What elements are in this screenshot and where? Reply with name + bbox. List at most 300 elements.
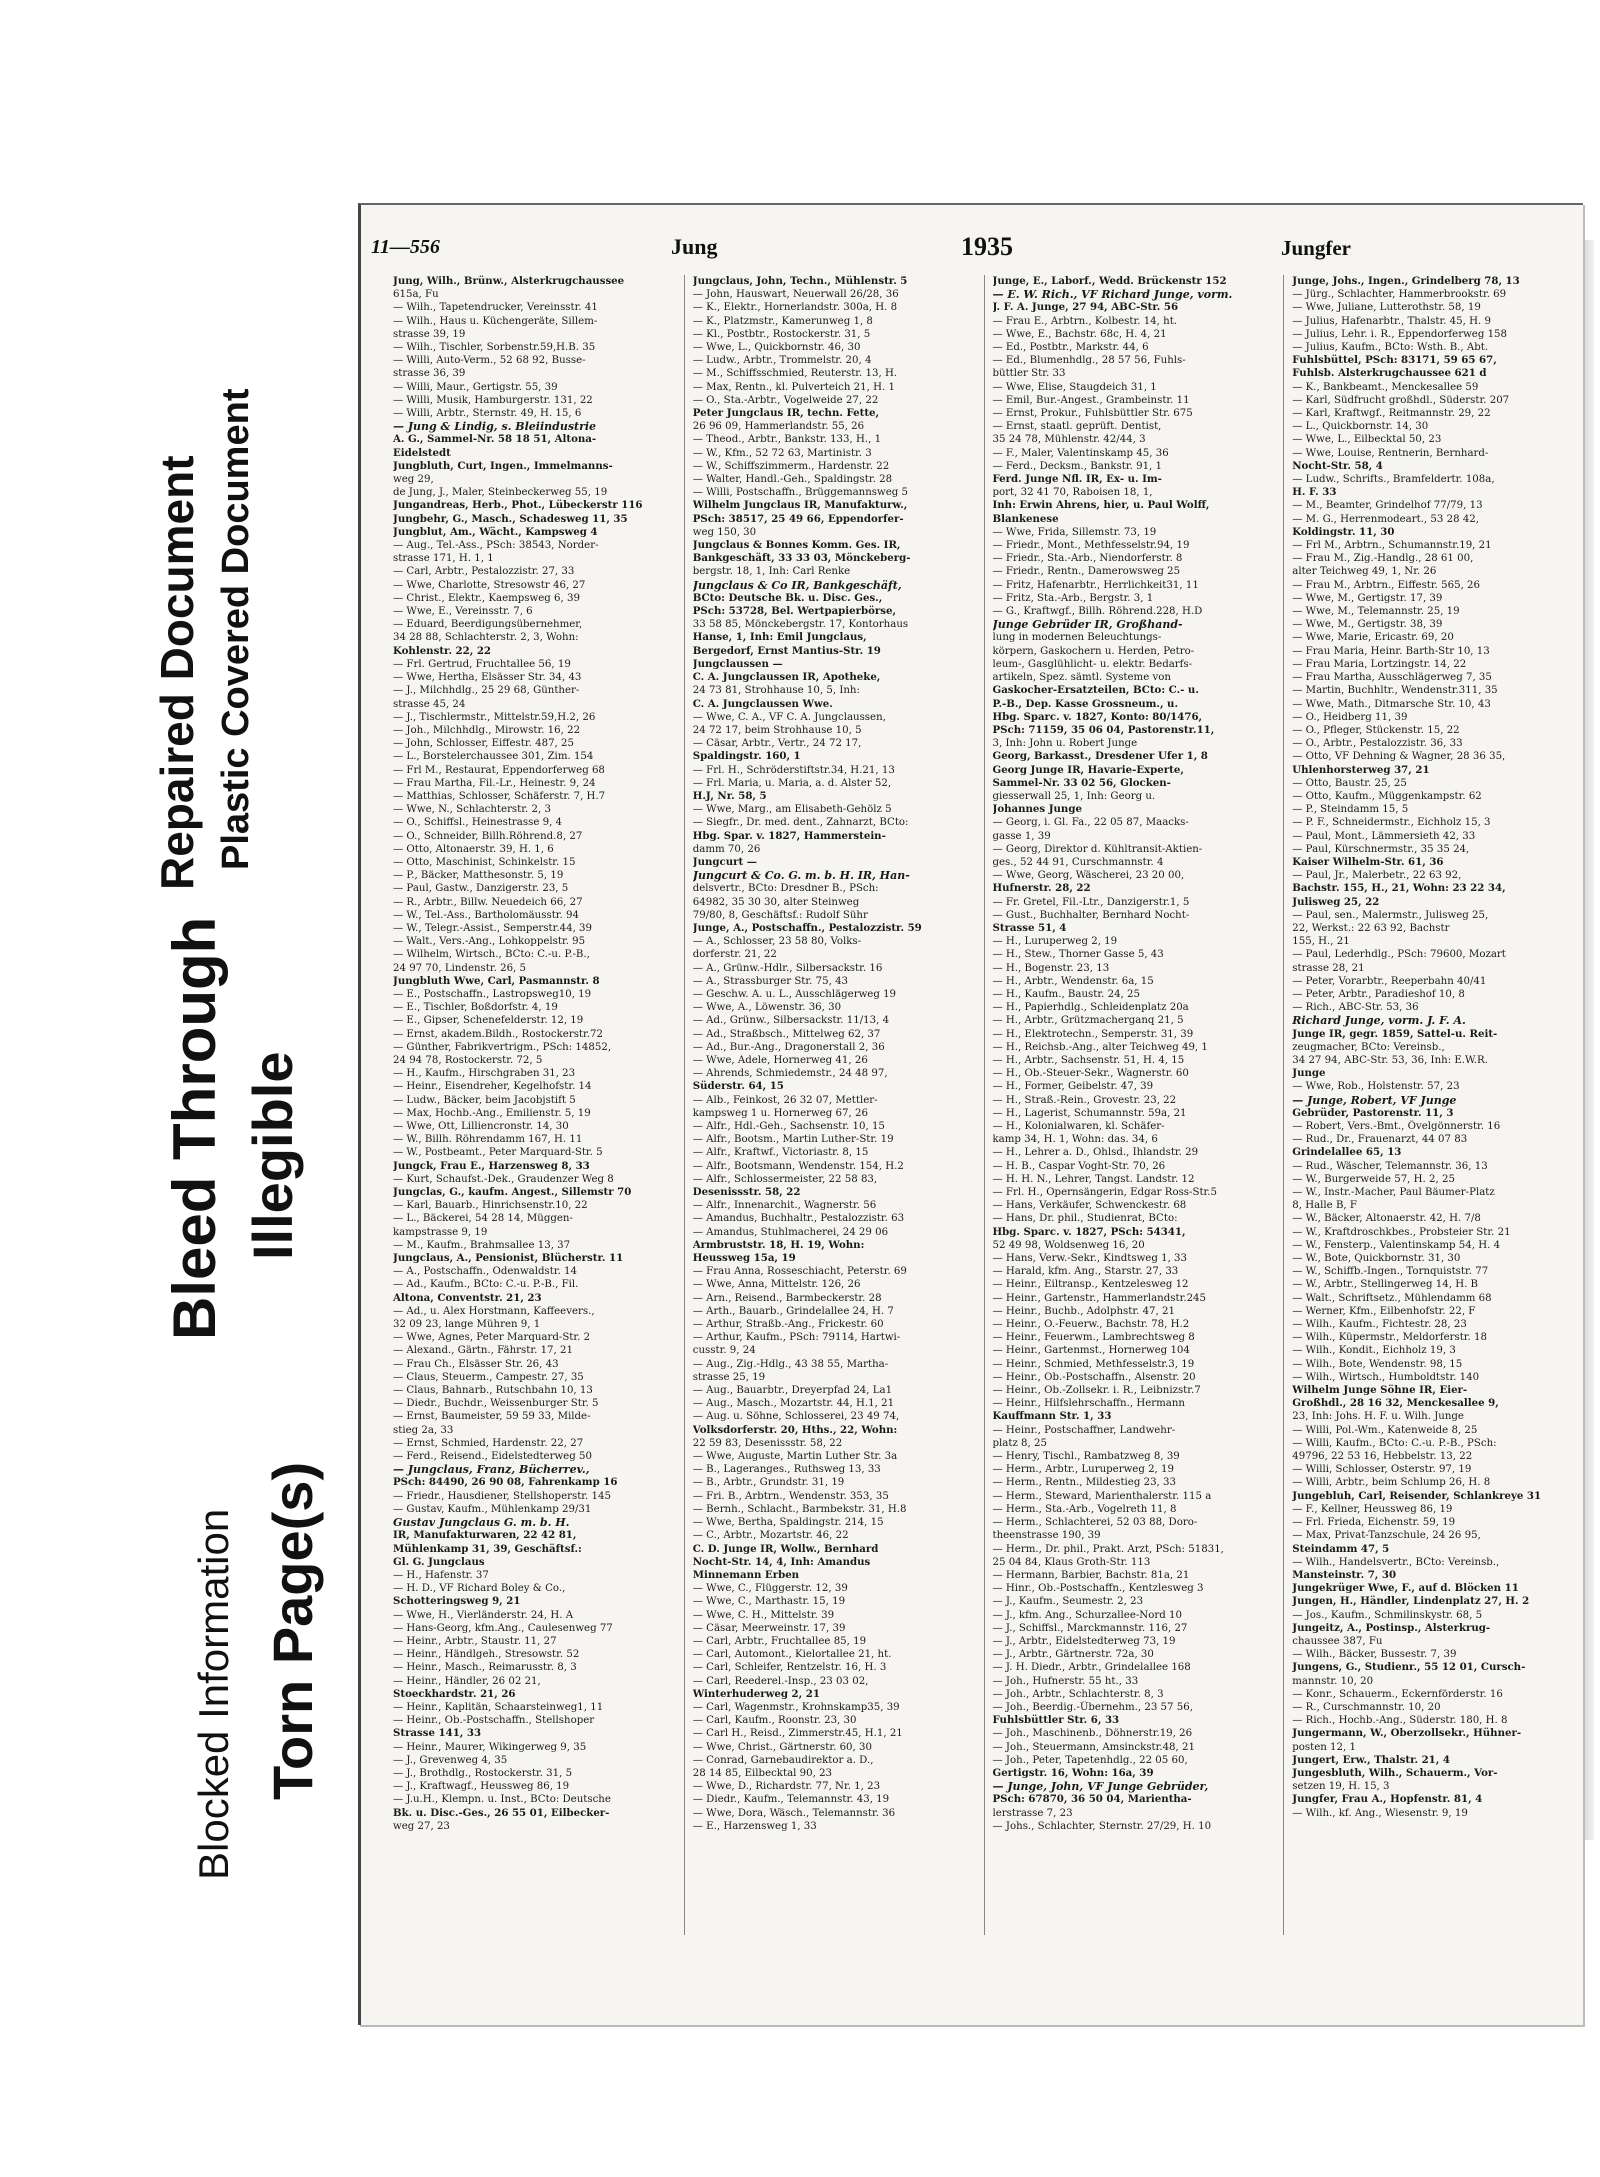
directory-entry: Bankgeschäft, 33 33 03, Mönckeberg- — [692, 552, 911, 565]
scanned-page — [358, 203, 1583, 2025]
directory-entry: — Julius, Lehr. i. R., Eppendorferweg 158 — [1292, 328, 1508, 340]
directory-entry: — Otto, Maschinist, Schinkelstr. 15 — [393, 856, 576, 868]
directory-entry: — Wwe, Dora, Wäsch., Telemannstr. 36 — [692, 1807, 896, 1819]
directory-entry: 22, Werkst.: 22 63 92, Bachstr — [1292, 922, 1450, 934]
directory-entry: Armbruststr. 18, H. 19, Wohn: — [692, 1238, 865, 1251]
directory-entry: 52 49 98, Woldsenweg 16, 20 — [992, 1239, 1145, 1251]
directory-entry: — Hermann, Barbier, Bachstr. 81a, 21 — [992, 1569, 1190, 1581]
directory-entry: — Herm., Sta.-Arb., Vogelreth 11, 8 — [992, 1503, 1177, 1515]
directory-entry: — H., Luruperweg 2, 19 — [992, 936, 1118, 948]
directory-entry: — M., Schiffsschmied, Reuterstr. 13, H. — [692, 368, 898, 380]
directory-entry: — Frau Maria, Heinr. Barth-Str 10, 13 — [1292, 645, 1490, 657]
header-right-word: Jungfer — [1281, 236, 1351, 260]
directory-entry: — Wwe, C. H., Mittelstr. 39 — [692, 1609, 835, 1621]
directory-entry: Kaiser Wilhelm-Str. 61, 36 — [1292, 855, 1444, 868]
directory-entry: — Carl, Schleifer, Rentzelstr. 16, H. 3 — [692, 1662, 887, 1674]
directory-entry: Sammel-Nr. 33 02 56, Glocken- — [992, 776, 1171, 789]
directory-entry: — W., Bäcker, Altonaerstr. 42, H. 7/8 — [1292, 1213, 1481, 1225]
directory-entry: — H., Bogenstr. 23, 13 — [992, 962, 1110, 974]
directory-entry: — Frau Anna, Rosseschiacht, Peterstr. 69 — [692, 1266, 907, 1278]
label-blocked-information: Blocked Information — [190, 1508, 237, 1880]
directory-entry: — Peter, Vorarbtr., Reeperbahn 40/41 — [1292, 975, 1487, 987]
directory-entry: — Max, Rentn., kl. Pulverteich 21, H. 1 — [692, 381, 895, 393]
directory-entry: Stoeckhardstr. 21, 26 — [393, 1687, 516, 1700]
directory-entry: — O., Schiffsl., Heinestrasse 9, 4 — [393, 817, 563, 829]
directory-entry: Jungfer, Frau A., Hopfenstr. 81, 4 — [1292, 1793, 1483, 1806]
directory-entry: — A., Strassburger Str. 75, 43 — [692, 975, 849, 987]
directory-entry: — Julius, Hafenarbtr., Thalstr. 45, H. 9 — [1292, 315, 1491, 327]
directory-entry: — Wwe, Elise, Staugdeich 31, 1 — [992, 381, 1157, 393]
directory-entry: delsvertr., BCto: Dresdner B., PSch: — [692, 883, 879, 895]
directory-entry: — Heinr., Arbtr., Staustr. 11, 27 — [393, 1635, 557, 1647]
directory-entry: — H., Papierhdlg., Schleidenplatz 20a — [992, 1002, 1189, 1014]
directory-entry: — Fri. B., Arbtrn., Wendenstr. 353, 35 — [692, 1490, 889, 1502]
directory-entry: — Ludw., Schrifts., Bramfeldertr. 108a, — [1292, 474, 1495, 486]
directory-entry: — Willi, Schlosser, Osterstr. 97, 19 — [1292, 1464, 1472, 1476]
directory-entry: Desenissstr. 58, 22 — [692, 1186, 801, 1199]
directory-entry: — Wilh., Wirtsch., Humboldtstr. 140 — [1292, 1371, 1480, 1383]
directory-entry: 34 28 88, Schlachterstr. 2, 3, Wohn: — [393, 632, 579, 644]
directory-entry: Nocht-Str. 58, 4 — [1292, 459, 1383, 472]
directory-entry: — Joh., Peter, Tapetenhdlg., 22 05 60, — [992, 1754, 1188, 1766]
directory-entry: — Wilh., Handelsvertr., BCto: Vereinsb., — [1292, 1556, 1500, 1568]
directory-entry: theenstrasse 190, 39 — [992, 1530, 1101, 1542]
directory-entry: — Christ., Elektr., Kaempsweg 6, 39 — [393, 592, 580, 604]
page-number: 11—556 — [371, 236, 440, 258]
directory-entry: stieg 2a, 33 — [393, 1424, 454, 1436]
directory-entry: — Frau Martha, Ausschlägerweg 7, 35 — [1292, 672, 1492, 684]
directory-entry: zeugmacher, BCto: Vereinsb., — [1292, 1041, 1445, 1053]
directory-entry: 22 59 83, Desenissstr. 58, 22 — [692, 1437, 843, 1449]
directory-entry: — Siegfr., Dr. med. dent., Zahnarzt, BCto: — [692, 817, 909, 829]
directory-entry: — Wwe, Auguste, Martin Luther Str. 3a — [692, 1451, 898, 1463]
directory-entry: Jungermann, W., Oberzollsekr., Hühner- — [1292, 1727, 1522, 1740]
directory-entry: — Carl, Wagenmstr., Krohnskamp35, 39 — [692, 1701, 900, 1713]
header-year: 1935 — [961, 232, 1013, 261]
directory-entry: — Alexand., Gärtn., Fährstr. 17, 21 — [393, 1345, 573, 1357]
directory-entry: — Wilh., Bote, Wendenstr. 98, 15 — [1292, 1358, 1463, 1370]
directory-entry: — Willi, Arbtr., beim Schlump 26, H. 8 — [1292, 1477, 1491, 1489]
directory-entry: — Henry, Tischl., Rambatzweg 8, 39 — [992, 1451, 1180, 1463]
directory-entry: — Julius, Kaufm., BCto: Wsth. B., Abt. — [1292, 342, 1489, 354]
directory-entry: — Heinr., Kaplitän, Schaarsteinweg1, 11 — [393, 1701, 604, 1713]
directory-entry: — Frau Maria, Lortzingstr. 14, 22 — [1292, 658, 1467, 670]
directory-entry: — Paul, Kürschnermstr., 35 35 24, — [1292, 843, 1470, 855]
directory-entry: — J., Grevenweg 4, 35 — [393, 1754, 508, 1766]
directory-entry: — Junge, John, VF Junge Gebrüder, — [992, 1780, 1209, 1794]
directory-entry: — Heinr., Masch., Reimarusstr. 8, 3 — [393, 1662, 577, 1674]
directory-entry: 35 24 78, Mühlenstr. 42/44, 3 — [992, 434, 1146, 446]
directory-entry: — Frl M., Arbtrn., Schumannstr.19, 21 — [1292, 540, 1492, 552]
directory-entry: — Wilh., Kaufm., Fichtestr. 28, 23 — [1292, 1319, 1467, 1331]
directory-entry: büttler Str. 33 — [992, 368, 1066, 380]
directory-entry: — Conrad, Garnebaudirektor a. D., — [692, 1754, 874, 1766]
directory-entry: — Ernst, Prokur., Fuhlsbüttler Str. 675 — [992, 408, 1193, 420]
directory-entry: Altona, Conventstr. 21, 23 — [393, 1291, 542, 1304]
directory-entry: Süderstr. 64, 15 — [692, 1080, 784, 1093]
directory-entry: Blankenese — [992, 512, 1059, 525]
directory-entry: chaussee 387, Fu — [1292, 1635, 1383, 1647]
directory-entry: — Diedr., Buchdr., Weissenburger Str. 5 — [393, 1398, 599, 1410]
directory-entry: — Emil, Bur.-Angest., Grambeinstr. 11 — [992, 394, 1190, 406]
directory-entry: — Wwe, C., Flüggerstr. 12, 39 — [692, 1583, 848, 1595]
header-left-word: Jung — [671, 234, 718, 259]
directory-entry: damm 70, 26 — [692, 843, 761, 855]
directory-entry: Junge, A., Postschaffn., Pestalozzistr. 59 — [692, 921, 922, 934]
directory-entry: — H., Ob.-Steuer-Sekr., Wagnerstr. 60 — [992, 1068, 1189, 1080]
directory-entry: — Matthias, Schlosser, Schäferstr. 7, H.7 — [393, 790, 606, 802]
directory-entry: J. F. A. Junge, 27 94, ABC-Str. 56 — [992, 301, 1179, 314]
directory-entry: — Arthur, Kaufm., PSch: 79114, Hartwi- — [692, 1332, 901, 1344]
directory-entry: strasse 25, 19 — [692, 1371, 766, 1383]
directory-entry: — Frau M., Zig.-Handlg., 28 61 00, — [1292, 553, 1474, 565]
directory-entry: — A., Postschaffn., Odenwaldstr. 14 — [393, 1266, 578, 1278]
directory-entry: — Alfr., Kraftwf., Victoriastr. 8, 15 — [692, 1147, 869, 1159]
directory-entry: — Friedr., Sta.-Arb., Niendorferstr. 8 — [992, 553, 1183, 565]
directory-entry: Jungcurt & Co. G. m. b. H. IR, Han- — [692, 869, 910, 883]
directory-entry: Fuhlsbüttel, PSch: 83171, 59 65 67, — [1292, 354, 1497, 367]
directory-entry: — Aug. u. Söhne, Schlosserei, 23 49 74, — [692, 1411, 900, 1423]
directory-entry: — Alb., Feinkost, 26 32 07, Mettler- — [692, 1094, 878, 1106]
directory-entry: A. G., Sammel-Nr. 58 18 51, Altona- — [393, 433, 597, 446]
directory-entry: — A., Grünw.-Hdlr., Silbersackstr. 16 — [692, 962, 883, 974]
directory-entry: — Max, Privat-Tanzschule, 24 26 95, — [1292, 1530, 1481, 1542]
directory-entry: — Wwe, L., Quickbornstr. 46, 30 — [692, 342, 861, 354]
directory-entry: — Heinr., Schmied, Methfesselstr.3, 19 — [992, 1358, 1195, 1370]
directory-entry: — Rud., Dr., Frauenarzt, 44 07 83 — [1292, 1134, 1468, 1146]
directory-entry: — W., Schiffb.-Ingen., Tornquiststr. 77 — [1292, 1266, 1489, 1278]
directory-entry: C. A. Jungclaussen IR, Apotheke, — [692, 671, 881, 684]
directory-entry: — Frau Martha, Fil.-Lr., Heinestr. 9, 24 — [393, 777, 596, 789]
directory-entry: — Wilh., Tapetendrucker, Vereinsstr. 41 — [393, 302, 598, 314]
directory-entry: — E., Postschaffn., Lastropsweg10, 19 — [393, 988, 592, 1000]
directory-entry: Großhdl., 28 16 32, Menckesallee 9, — [1292, 1397, 1499, 1410]
directory-entry: — Joh., Milchhdlg., Mirowstr. 16, 22 — [393, 724, 581, 736]
directory-entry: — Hans, Dr. phil., Studienrat, BCto: — [992, 1213, 1178, 1225]
directory-entry: — G., Kraftwgf., Billh. Röhrend.228, H.D — [992, 606, 1203, 618]
directory-entry: port, 32 41 70, Raboisen 18, 1, — [992, 487, 1153, 499]
directory-entry: Fuhlsb. Alsterkrugchaussee 621 d — [1292, 367, 1487, 380]
directory-entry: — Paul, Jr., Malerbetr., 22 63 92, — [1292, 870, 1462, 882]
directory-entry: — Kurt, Schaufst.-Dek., Graudenzer Weg 8 — [393, 1173, 614, 1185]
directory-entry: — Hinr., Ob.-Postschaffn., Kentzlesweg 3 — [992, 1583, 1204, 1595]
directory-entry: — P. F., Schneidermstr., Eichholz 15, 3 — [1292, 817, 1491, 829]
directory-entry: — Kl., Postbtr., Rostockerstr. 31, 5 — [692, 328, 871, 340]
directory-entry: — Claus, Bahnarb., Rutschbahn 10, 13 — [393, 1385, 593, 1397]
directory-entry: — Carl, Kaufm., Roonstr. 23, 30 — [692, 1715, 857, 1727]
directory-entry: — Wwe, A., Löwenstr. 36, 30 — [692, 1002, 842, 1014]
directory-entry: — Ferd., Reisend., Eidelstedterweg 50 — [393, 1451, 592, 1463]
directory-entry: — H., Hafenstr. 37 — [393, 1569, 489, 1581]
directory-entry: — L., Quickbornstr. 14, 30 — [1292, 421, 1429, 433]
directory-entry: — Heinr., Hilfslehrschaffn., Hermann — [992, 1398, 1185, 1410]
directory-entry: 24 97 70, Lindenstr. 26, 5 — [393, 962, 527, 974]
directory-entry: setzen 19, H. 15, 3 — [1292, 1781, 1390, 1793]
directory-entry: artikeln, Spez. sämtl. Systeme von — [992, 672, 1171, 684]
directory-entry: — Wwe, Rob., Holstenstr. 57, 23 — [1292, 1081, 1460, 1093]
directory-entry: — J., Kaufm., Seumestr. 2, 23 — [992, 1596, 1144, 1608]
directory-entry: Jungclaus & Bonnes Komm. Ges. IR, — [692, 539, 901, 552]
directory-entry: — Wwe, Anna, Mittelstr. 126, 26 — [692, 1279, 861, 1291]
directory-entry: — Bernh., Schlacht., Barmbekstr. 31, H.8 — [692, 1503, 907, 1515]
directory-entry: — Friedr., Hausdiener, Stellshoperstr. 145 — [393, 1490, 611, 1502]
directory-entry: — Wwe, Christ., Gärtnerstr. 60, 30 — [692, 1741, 872, 1753]
directory-entry: PSch: 84490, 26 90 08, Fahrenkamp 16 — [393, 1476, 618, 1489]
directory-entry: — Hans, Verw.-Sekr., Kindtsweg 1, 33 — [992, 1253, 1188, 1265]
directory-entry: kamp 34, H. 1, Wohn: das. 34, 6 — [992, 1134, 1158, 1146]
directory-entry: — Ludw., Arbtr., Trommelstr. 20, 4 — [692, 355, 872, 367]
directory-entry: Jungesbluth, Wilh., Schauerm., Vor- — [1292, 1766, 1498, 1779]
directory-entry: — Ed., Postbtr., Markstr. 44, 6 — [992, 342, 1149, 354]
directory-entry: Fuhlsbüttler Str. 6, 33 — [992, 1714, 1120, 1727]
directory-entry: Minnemann Erben — [692, 1568, 800, 1581]
directory-entry: — M., Beamter, Grindelhof 77/79, 13 — [1292, 500, 1483, 512]
directory-entry: — Wwe, M., Gertigstr. 38, 39 — [1292, 619, 1443, 631]
directory-entry: 34 27 94, ABC-Str. 53, 36, Inh: E.W.R. — [1292, 1054, 1488, 1066]
directory-entry: 49796, 22 53 16, Hebbelstr. 13, 22 — [1292, 1451, 1473, 1463]
directory-entry: — Alfr., Innenarchit., Wagnerstr. 56 — [692, 1200, 877, 1212]
directory-entry: Gustav Jungclaus G. m. b. H. — [393, 1516, 570, 1530]
directory-entry: — H., Arbtr., Grützmacherganq 21, 5 — [992, 1015, 1184, 1027]
directory-entry: — Cäsar, Arbtr., Vertr., 24 72 17, — [692, 738, 862, 750]
directory-entry: Volksdorferstr. 20, Hths., 22, Wohn: — [692, 1423, 898, 1436]
directory-entry: — Wilh., Tischler, Sorbenstr.59,H.B. 35 — [393, 342, 596, 354]
directory-entry: — W., Burgerweide 57, H. 2, 25 — [1292, 1173, 1455, 1185]
directory-entry: BCto: Deutsche Bk. u. Disc. Ges., — [692, 591, 883, 604]
directory-entry: 23, Inh: Johs. H. F. u. Wilh. Junge — [1292, 1411, 1464, 1423]
directory-entry: — Amandus, Stuhlmacherei, 24 29 06 — [692, 1226, 889, 1238]
directory-entry: — Peter, Arbtr., Paradieshof 10, 8 — [1292, 988, 1465, 1000]
directory-entry: — Jungclaus, Franz, Bücherrev., — [393, 1463, 590, 1477]
directory-entry: PSch: 38517, 25 49 66, Eppendorfer- — [692, 512, 904, 525]
directory-entry: Grindelallee 65, 13 — [1292, 1146, 1402, 1159]
directory-entry: — Joh., Steuermann, Amsinckstr.48, 21 — [992, 1741, 1195, 1753]
directory-entry: Jungen, H., Händler, Lindenplatz 27, H. 2 — [1292, 1595, 1530, 1608]
directory-entry: — Alfr., Bootsm., Martin Luther-Str. 19 — [692, 1134, 894, 1146]
directory-entry: 615a, Fu — [393, 289, 439, 301]
directory-entry: — Amandus, Buchhaltr., Pestalozzistr. 63 — [692, 1213, 905, 1225]
directory-entry: — H., Arbtr., Sachsenstr. 51, H. 4, 15 — [992, 1054, 1185, 1066]
directory-entry: — Rich., Hochb.-Ang., Süderstr. 180, H. 8 — [1292, 1715, 1508, 1727]
directory-entry: — Ludw., Bäcker, beim Jacobjstift 5 — [393, 1094, 576, 1106]
directory-entry: — Heinr., Feuerwm., Lambrechtsweg 8 — [992, 1332, 1195, 1344]
directory-entry: — H. B., Caspar Voght-Str. 70, 26 — [992, 1160, 1166, 1172]
directory-entry: — Max, Hochb.-Ang., Emilienstr. 5, 19 — [393, 1107, 591, 1119]
page-header — [371, 230, 1561, 270]
directory-entry: — H., Lagerist, Schumannstr. 59a, 21 — [992, 1107, 1187, 1119]
directory-entry: — Wilh., Küpermstr., Meldorferstr. 18 — [1292, 1332, 1487, 1344]
directory-entry: weg 29, — [393, 474, 434, 486]
directory-entry: — Aug., Bauarbtr., Dreyerpfad 24, La1 — [692, 1385, 893, 1397]
directory-entry: — Wilh., Haus u. Küchengeräte, Sillem- — [393, 315, 598, 327]
directory-entry: — John, Hauswart, Neuerwall 26/28, 36 — [692, 289, 899, 301]
directory-entry: lerstrasse 7, 23 — [992, 1807, 1073, 1819]
directory-entry: — Wwe, E., Vereinsstr. 7, 6 — [393, 606, 533, 618]
directory-entry: strasse 28, 21 — [1292, 962, 1365, 974]
directory-entry: Jungert, Erw., Thalstr. 21, 4 — [1292, 1753, 1450, 1766]
directory-entry: — J. H. Diedr., Arbtr., Grindelallee 168 — [992, 1662, 1191, 1674]
directory-entry: — Aug., Zig.-Hdlg., 43 38 55, Martha- — [692, 1358, 889, 1370]
directory-entry: — H. H. N., Lehrer, Tangst. Landstr. 12 — [992, 1173, 1195, 1185]
directory-entry: — J., Kraftwagf., Heussweg 86, 19 — [393, 1781, 570, 1793]
directory-entry: — Heinr., Ob.-Postschaffn., Stellshoper — [393, 1715, 595, 1727]
directory-entry: — Gustav, Kaufm., Mühlenkamp 29/31 — [393, 1503, 592, 1515]
directory-entry: kampsweg 1 u. Hornerweg 67, 26 — [692, 1107, 868, 1119]
directory-entry: — Martin, Buchhltr., Wendenstr.311, 35 — [1292, 685, 1498, 697]
directory-entry: — Herm., Schlachterei, 52 03 88, Doro- — [992, 1517, 1198, 1529]
directory-entry: — W., Arbtr., Stellingerweg 14, H. B — [1292, 1279, 1479, 1291]
directory-entry: — Willi, Kaufm., BCto: C.-u. P.-B., PSch: — [1292, 1437, 1497, 1449]
directory-entry: giesserwall 25, 1, Inh: Georg u. — [992, 790, 1156, 802]
directory-entry: Peter Jungclaus IR, techn. Fette, — [692, 407, 880, 420]
directory-entry: Mansteinstr. 7, 30 — [1292, 1568, 1397, 1581]
directory-entry: — O., Pfleger, Stückenstr. 15, 22 — [1292, 724, 1460, 736]
directory-entry: — Wwe, Frida, Sillemstr. 73, 19 — [992, 526, 1157, 538]
directory-entry: — Frl M., Restaurat, Eppendorferweg 68 — [393, 764, 605, 776]
directory-entry: — Harald, kfm. Ang., Starstr. 27, 33 — [992, 1266, 1179, 1278]
directory-entry: Junge Gebrüder IR, Großhand- — [992, 618, 1183, 632]
directory-entry: Mühlenkamp 31, 39, Geschäftsf.: — [393, 1542, 582, 1555]
directory-entry: 24 72 17, beim Strohhause 10, 5 — [692, 724, 862, 736]
directory-entry: — J., Milchhdlg., 25 29 68, Günther- — [393, 685, 580, 697]
directory-entry: — H., Kolonialwaren, kl. Schäfer- — [992, 1121, 1165, 1132]
directory-entry: Hufnerstr. 28, 22 — [992, 882, 1091, 895]
directory-entry: Wilhelm Junge Söhne IR, Eier- — [1292, 1384, 1468, 1397]
directory-entry: — W., Instr.-Macher, Paul Bäumer-Platz — [1292, 1187, 1495, 1199]
directory-entry: — P., Bäcker, Matthesonstr. 5, 19 — [393, 870, 564, 882]
directory-entry: — Walt., Vers.-Ang., Lohkoppelstr. 95 — [393, 936, 586, 948]
directory-entry: — Hans, Verkäufer, Schwenckestr. 68 — [992, 1200, 1187, 1212]
directory-entry: — Georg, Direktor d. Kühltransit-Aktien- — [992, 843, 1203, 855]
directory-entry: Wilhelm Jungclaus IR, Manufakturw., — [692, 499, 908, 512]
directory-entry: 24 73 81, Strohhause 10, 5, Inh: — [692, 685, 860, 697]
directory-column-3 — [993, 275, 1285, 1935]
directory-entry: — M. G., Herrenmodeart., 53 28 42, — [1292, 513, 1480, 525]
directory-entry: — Ernst, staatl. geprüft. Dentist, — [992, 421, 1162, 433]
directory-entry: — J., Tischlermstr., Mittelstr.59,H.2, 26 — [393, 711, 596, 723]
directory-entry: Kohlenstr. 22, 22 — [393, 644, 492, 657]
directory-entry: Jungblut, Am., Wächt., Kampsweg 4 — [393, 525, 598, 538]
directory-entry: — R., Curschmannstr. 10, 20 — [1292, 1701, 1441, 1713]
directory-entry: Heussweg 15a, 19 — [692, 1252, 796, 1265]
directory-entry: — W., Telegr.-Assist., Semperstr.44, 39 — [393, 922, 593, 934]
directory-entry: — Theod., Arbtr., Bankstr. 133, H., 1 — [692, 434, 882, 446]
directory-entry: — John, Schlosser, Eiffestr. 487, 25 — [393, 738, 574, 750]
directory-entry: 64982, 35 30 30, alter Steinweg — [692, 896, 860, 908]
directory-entry: — Junge, Robert, VF Junge — [1292, 1093, 1457, 1107]
directory-entry: strasse 45, 24 — [393, 698, 466, 710]
directory-entry: 25 04 84, Klaus Groth-Str. 113 — [992, 1556, 1151, 1568]
directory-entry: — Frl. H., Schröderstiftstr.34, H.21, 13 — [692, 764, 895, 776]
directory-entry: — Wwe, Agnes, Peter Marquard-Str. 2 — [393, 1332, 591, 1344]
directory-entry: — Wilhelm, Wirtsch., BCto: C.-u. P.-B., — [393, 949, 590, 961]
label-repaired-document: Repaired Document — [151, 455, 203, 890]
directory-entry: — Heinr., Eisendreher, Kegelhofstr. 14 — [393, 1081, 592, 1093]
directory-entry: — Walt., Schriftsetz., Mühlendamm 68 — [1292, 1292, 1492, 1304]
directory-entry: — Alfr., Schlossermeister, 22 58 83, — [692, 1173, 878, 1185]
directory-entry: — Georg, i. Gl. Fa., 22 05 87, Maacks- — [992, 817, 1189, 829]
directory-entry: — Carl H., Reisd., Zimmerstr.45, H.1, 21 — [692, 1728, 903, 1740]
directory-entry: — R., Arbtr., Billw. Neuedeich 66, 27 — [393, 896, 583, 908]
directory-columns — [393, 275, 1583, 1935]
directory-entry: — Carl, Automont., Kielortallee 21, ht. — [692, 1649, 892, 1661]
directory-entry: — Jung & Lindig, s. Bleiindustrie — [393, 420, 597, 434]
directory-entry: — Fritz, Hafenarbtr., Herrlichkeit31, 11 — [992, 579, 1199, 591]
directory-entry: 8, Halle B, F — [1292, 1200, 1357, 1212]
directory-entry: — C., Arbtr., Mozartstr. 46, 22 — [692, 1530, 849, 1542]
directory-entry: — O., Schneider, Billh.Röhrend.8, 27 — [393, 830, 583, 842]
directory-entry: — Arn., Reisend., Barmbeckerstr. 28 — [692, 1292, 882, 1304]
directory-entry: 155, H., 21 — [1292, 936, 1350, 948]
directory-entry: PSch: 71159, 35 06 04, Pastorenstr.11, — [992, 723, 1215, 736]
directory-entry: — Rud., Wäscher, Telemannstr. 36, 13 — [1292, 1160, 1488, 1172]
directory-entry: — J., Arbtr., Eidelstedterweg 73, 19 — [992, 1635, 1176, 1647]
directory-entry: — Willi, Postschaffn., Brüggemannsweg 5 — [692, 487, 909, 499]
directory-entry: — Heinr., Maurer, Wikingerweg 9, 35 — [393, 1741, 587, 1753]
directory-entry: Winterhuderweg 2, 21 — [692, 1687, 820, 1700]
directory-entry: — Joh., Hufnerstr. 55 ht., 33 — [992, 1675, 1139, 1687]
directory-entry: Richard Junge, vorm. J. F. A. — [1292, 1014, 1466, 1028]
directory-entry: — Wwe, Marie, Ericastr. 69, 20 — [1292, 632, 1454, 644]
directory-entry: platz 8, 25 — [992, 1437, 1047, 1449]
directory-entry: P.-B., Dep. Kasse Grossneum., u. — [992, 697, 1178, 710]
directory-entry: — Wwe, Bertha, Spaldingstr. 214, 15 — [692, 1517, 884, 1529]
directory-entry: Inh: Erwin Ahrens, hier, u. Paul Wolff, — [992, 499, 1210, 512]
directory-entry: — W., Postbeamt., Peter Marquard-Str. 5 — [393, 1147, 603, 1159]
directory-entry: — Frl. Frieda, Eichenstr. 59, 19 — [1292, 1517, 1456, 1529]
label-illegible: Illegible — [241, 1051, 304, 1260]
label-plastic-covered-document: Plastic Covered Document — [215, 388, 257, 870]
directory-entry: — Heinr., Ob.-Postschaffn., Alsenstr. 20 — [992, 1371, 1196, 1383]
directory-entry: Jung, Wilh., Brünw., Alsterkrugchaussee — [393, 275, 625, 287]
directory-entry: — Ernst, akadem.Bildh., Rostockerstr.72 — [393, 1028, 603, 1040]
directory-entry: alter Teichweg 49, 1, Nr. 26 — [1292, 566, 1437, 578]
directory-entry: — Ernst, Schmied, Hardenstr. 22, 27 — [393, 1437, 584, 1449]
directory-entry: — Johs., Schlachter, Sternstr. 27/29, H. 10 — [992, 1820, 1212, 1832]
directory-entry: — Wilh., Bäcker, Bussestr. 7, 39 — [1292, 1649, 1457, 1661]
directory-entry: 32 09 23, lange Mühren 9, 1 — [393, 1319, 541, 1331]
directory-entry: — K., Platzmstr., Kamerunweg 1, 8 — [692, 315, 873, 327]
directory-entry: — W., Kraftdroschkbes., Probsteier Str. 21 — [1292, 1226, 1511, 1238]
directory-entry: — Wwe, Marg., am Elisabeth-Gehölz 5 — [692, 804, 892, 816]
directory-entry: PSch: 67870, 36 50 04, Marientha- — [992, 1793, 1192, 1806]
directory-entry: — Paul, sen., Malermstr., Julisweg 25, — [1292, 909, 1489, 921]
directory-entry: — H., Former, Geibelstr. 47, 39 — [992, 1081, 1154, 1093]
directory-entry: Ferd. Junge Nfl. IR, Ex- u. Im- — [992, 473, 1162, 486]
directory-entry: — Wilh., kf. Ang., Wiesenstr. 9, 19 — [1292, 1807, 1468, 1819]
directory-entry: — Carl, Arbtr., Pestalozzistr. 27, 33 — [393, 566, 575, 578]
directory-entry: — L., Borstelerchaussee 301, Zim. 154 — [393, 751, 594, 763]
directory-entry: — Frau M., Arbtrn., Eiffestr. 565, 26 — [1292, 579, 1481, 591]
directory-entry: Gaskocher-Ersatzteilen, BCto: C.- u. — [992, 684, 1199, 697]
directory-entry: Gebrüder, Pastorenstr. 11, 3 — [1292, 1106, 1454, 1119]
directory-entry: — Wwe, L., Eilbecktal 50, 23 — [1292, 434, 1442, 446]
directory-entry: — Alfr., Bootsmann, Wendenstr. 154, H.2 — [692, 1160, 904, 1172]
directory-entry: — J.u.H., Klempn. u. Inst., BCto: Deutsche — [393, 1794, 611, 1806]
directory-entry: — Werner, Kfm., Eilbenhofstr. 22, F — [1292, 1305, 1476, 1317]
directory-entry: bergstr. 18, 1, Inh: Carl Renke — [692, 566, 851, 578]
directory-entry: — O., Heidberg 11, 39 — [1292, 711, 1408, 723]
directory-entry: Jungens, G., Studienr., 55 12 01, Cursch- — [1292, 1661, 1526, 1674]
directory-entry: Bergedorf, Ernst Mantius-Str. 19 — [692, 644, 881, 657]
directory-entry: — Ad., Bur.-Ang., Dragonerstall 2, 36 — [692, 1041, 885, 1053]
directory-entry: Jungeitz, A., Postinsp., Alsterkrug- — [1292, 1621, 1491, 1634]
directory-entry: — Frl. H., Opernsängerin, Edgar Ross-Str.5 — [992, 1187, 1218, 1199]
directory-entry: — Ed., Blumenhdlg., 28 57 56, Fuhls- — [992, 355, 1186, 367]
directory-entry: — Ad., Straßbsch., Mittelweg 62, 37 — [692, 1028, 881, 1040]
directory-entry: cusstr. 9, 24 — [692, 1345, 756, 1357]
directory-entry: Spaldingstr. 160, 1 — [692, 750, 801, 763]
